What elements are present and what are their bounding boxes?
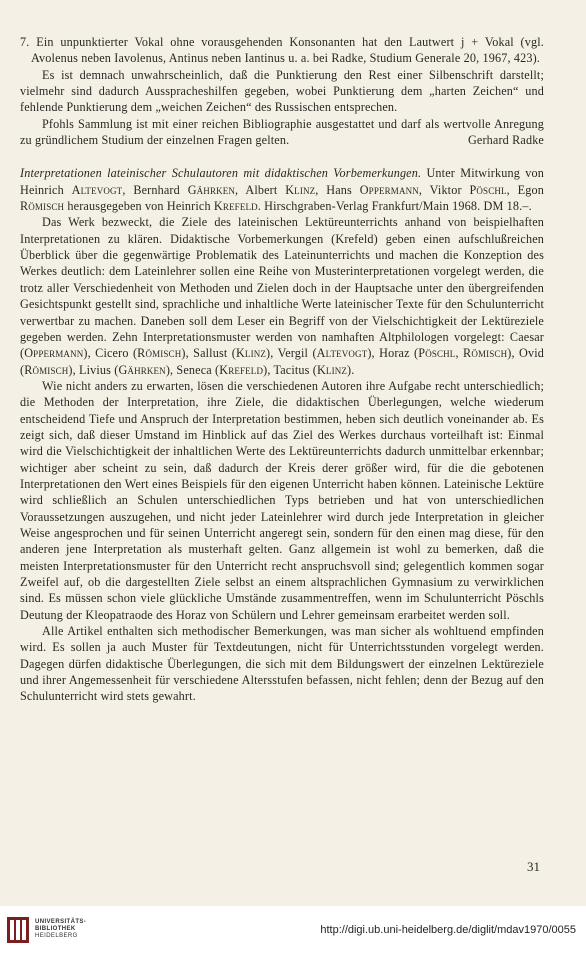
library-name: UNIVERSITÄTS- BIBLIOTHEK HEIDELBERG (35, 919, 87, 939)
source-url-link[interactable]: http://digi.ub.uni-heidelberg.de/diglit/mdav1970/0055 (320, 924, 576, 936)
paragraph: Alle Artikel enthalten sich methodischer Bemerkungen, was man sicher als wohltuend empfinden wird. Es sollen ja auch Muster für Textdeutungen, nicht für Unterrichtsstunden vorgelegt werden. Dagegen dürfen didaktische Überlegungen, die sich mit dem Bildungswert der einzelnen Lektüreziele und ihrer Angemessenheit für verschiedene Altersstufen befassen, nicht fehlen; denn der Bezug auf den Schulunterricht wird stets gewahrt. (20, 624, 544, 704)
paragraph-with-signature: Pfohls Sammlung ist mit einer reichen Bibliographie ausgestattet und darf als wertvolle Anregung zu gründlichem Studium der einzelnen Fragen gelten. Gerhard Radke (20, 116, 544, 148)
library-logo-icon (6, 916, 30, 944)
paragraph: Es ist demnach unwahrscheinlich, daß die Punktierung den Rest einer Silbenschrift darstellt; vielmehr sind dadurch Ausspracheshilfen gegeben, wobei Punktierung dem „harten Zeichen“ und fehlende Punktierung dem „weichen Zeichen“ des Russischen entsprechen. (20, 67, 544, 115)
paragraph-item-7: 7. Ein unpunktierter Vokal ohne vorausgehenden Konsonanten hat den Lautwert j + Vokal (vgl. Avolenus neben Iavolenus, Antinus neben Iantinus u. a. bei Radke, Studium Generale 20, 1967, 423). (20, 35, 544, 66)
footer-bar (0, 906, 586, 954)
paragraph: Wie nicht anders zu erwarten, lösen die verschiedenen Autoren ihre Aufgabe recht unterschiedlich; die Methoden der Interpretation, ihre Ziele, die didaktischen Überlegungen, welche wiederum entscheidend Tiefe und Anspruch der Interpretation bestimmen, heben sich deutlich voneinander ab. Es zeigt sich, daß dieser Umstand im Hinblick auf das Ziel des Werkes durchaus vorteilhaft ist: Einmal wird die Vielschichtigkeit der inhaltlichen Werte des Lektüreunterrichts dadurch unmittelbar erkennbar; wichtiger aber scheint zu sein, daß dadurch der Kreis derer größer wird, für die die gebotenen Interpretationen den Wert eines Beispiels für den eigenen Unterricht haben können. Lateinische Lektüre wird schließlich an Schulen unterschiedlichen Typs betrieben und hat von unterschiedlichen Voraussetzungen auszugehen, und nicht jeder Lateinlehrer wird durch jede Interpretation in gleicher Weise angesprochen und für seinen Unterricht angeregt sein, sondern für den einen mag diese, für den anderen jene Interpretation als musterhaft gelten. Ganz allgemein ist wohl zu bemerken, daß die meisten Interpretationsmuster für den Unterricht recht anspruchsvoll sind; gelegentlich kommen sogar Zweifel auf, ob die dargestellten Ziele selbst an einem altsprachlichen Gymnasium zu verwirklichen sind. Es müssen schon viele glückliche Umstände zusammentreffen, wenn im Schulunterricht Pöschls Deutung der Kleopatraode des Horaz von Schülern und Lehrer gemeinsam erarbeitet werden soll. (20, 378, 544, 622)
page-number: 31 (527, 859, 540, 874)
paragraph: Das Werk bezweckt, die Ziele des lateinischen Lektüreunterrichts anhand von beispielhaften Interpretationen zu klären. Didaktische Vorbemerkungen (Krefeld) geben einen aufschlußreichen Überblick über die gegenwärtige Problematik des Lateinunterrichts und machen die Konzeption des Werkes deutlich: dem Lateinlehrer sollen eine Reihe von Musterinterpretationen vorgelegt werden, die trotz aller Verschiedenheit von Methoden und Zielen doch in der Hauptsache unter den übergreifenden Gesichtspunkt gestellt sind, sprachliche und inhaltliche Werte lateinischer Texte für den Schulunterricht verwertbar zu machen. Daneben soll dem Leser ein Begriff von der Vielschichtigkeit der Lektüreziele gegeben werden. Zehn Interpretationsmuster werden von namhaften Altphilologen vorgelegt: Caesar (Oppermann), Cicero (Römisch), Sallust (Klinz), Vergil (Altevogt), Horaz (Pöschl, Römisch), Ovid (Römisch), Livius (Gährken), Seneca (Krefeld), Tacitus (Klinz). (20, 215, 545, 377)
body-text (20, 34, 544, 705)
review-heading: Interpretationen lateinischer Schulautoren mit didaktischen Vorbemerkungen. Unter Mitwirkung von Heinrich Altevogt, Bernhard Gährken, Albert Klinz, Hans Oppermann, Viktor Pöschl, Egon Römisch herausgegeben von Heinrich Krefeld. Hirschgraben-Verlag Frankfurt/Main 1968. DM 18.–. (20, 166, 544, 214)
